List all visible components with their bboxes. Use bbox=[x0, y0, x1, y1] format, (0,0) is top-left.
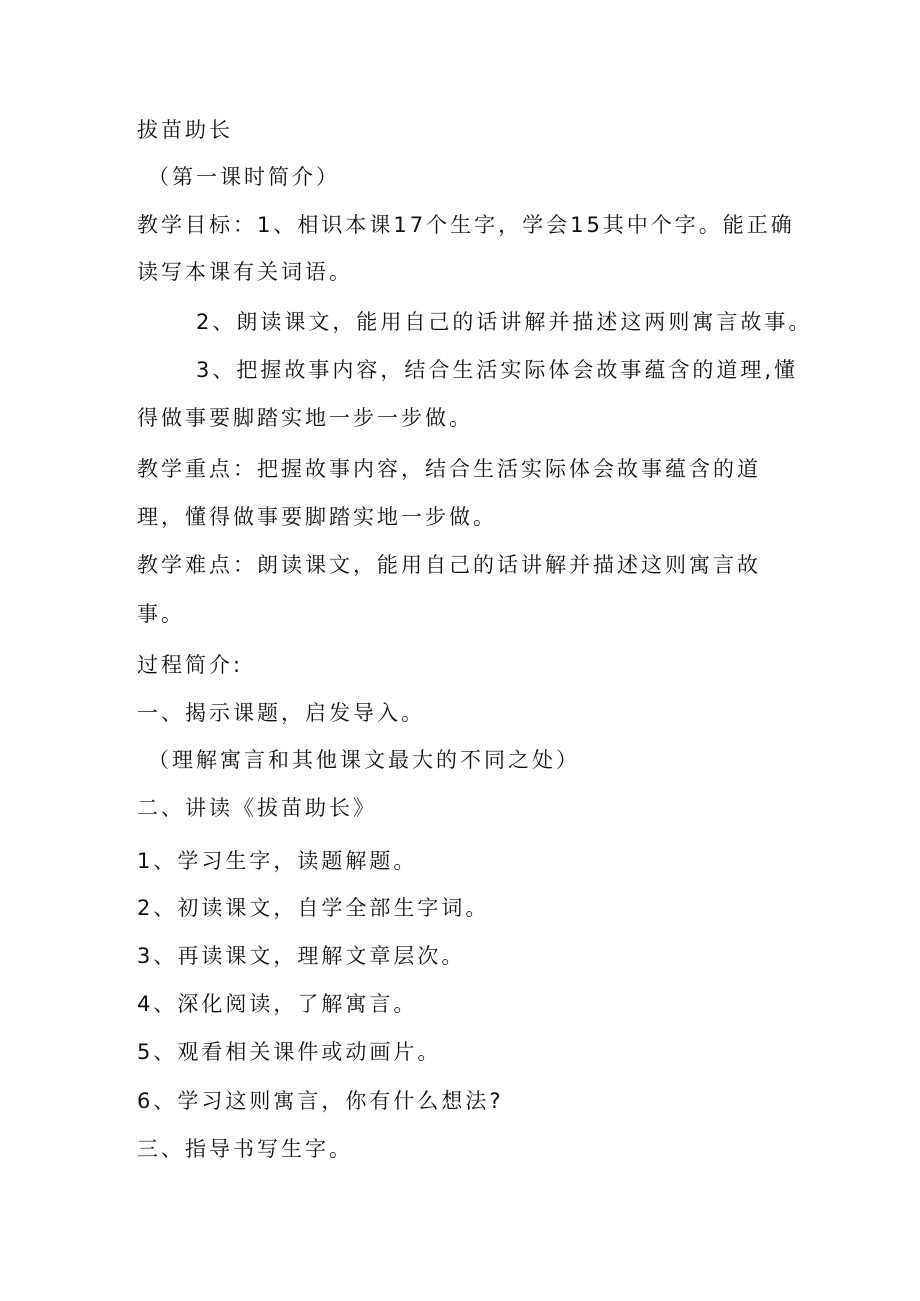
goals-line-3: 2、朗读课文，能用自己的话讲解并描述这两则寓言故事。 bbox=[196, 310, 813, 334]
key-point-line-1: 教学重点：把握故事内容，结合生活实际体会故事蕴含的道 bbox=[137, 457, 761, 481]
process-sub-3: 3、再读课文，理解文章层次。 bbox=[137, 944, 466, 968]
document-subtitle: （第一课时简介） bbox=[148, 165, 340, 189]
goals-line-5: 得做事要脚踏实地一步一步做。 bbox=[137, 406, 473, 430]
process-sub-1: 1、学习生字，读题解题。 bbox=[137, 849, 418, 873]
process-step-3: 三、指导书写生字。 bbox=[137, 1137, 353, 1161]
process-sub-2: 2、初读课文，自学全部生字词。 bbox=[137, 896, 490, 920]
document-title: 拔苗助长 bbox=[137, 118, 233, 142]
key-point-line-2: 理，懂得做事要脚踏实地一步做。 bbox=[137, 505, 497, 529]
goals-line-1: 教学目标：1、相识本课17个生字，学会15其中个字。能正确 bbox=[137, 213, 795, 237]
process-step-1: 一、揭示课题，启发导入。 bbox=[137, 701, 425, 725]
process-step-1-note: （理解寓言和其他课文最大的不同之处） bbox=[148, 748, 580, 772]
goals-line-4: 3、把握故事内容，结合生活实际体会故事蕴含的道理,懂 bbox=[196, 358, 799, 382]
difficulty-line-2: 事。 bbox=[137, 602, 185, 626]
goals-line-2: 读写本课有关词语。 bbox=[137, 260, 353, 284]
process-step-2: 二、讲读《拔苗助长》 bbox=[137, 796, 377, 820]
process-sub-6: 6、学习这则寓言，你有什么想法? bbox=[137, 1089, 504, 1113]
difficulty-line-1: 教学难点：朗读课文，能用自己的话讲解并描述这则寓言故 bbox=[137, 553, 761, 577]
process-sub-4: 4、深化阅读，了解寓言。 bbox=[137, 992, 418, 1016]
process-sub-5: 5、观看相关课件或动画片。 bbox=[137, 1040, 442, 1064]
process-heading: 过程简介: bbox=[137, 653, 244, 677]
